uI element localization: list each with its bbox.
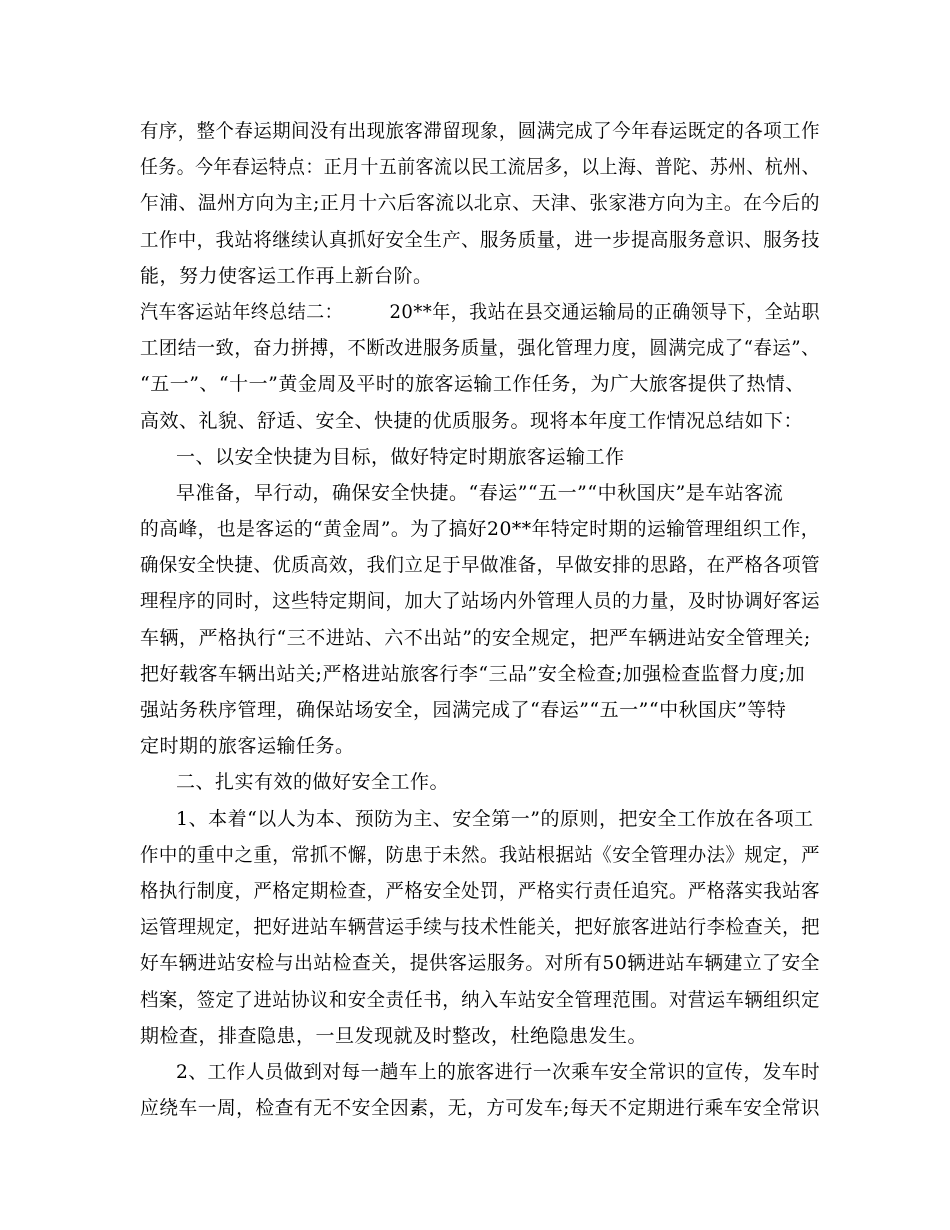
text-line: 汽车客运站年终总结二： 20**年，我站在县交通运输局的正确领导下，全站职 [140,300,820,323]
text-line: 档案，签定了进站协议和安全责任书，纳入车站安全管理范围。对营运车辆组织定 [140,988,820,1011]
text-line: 有序，整个春运期间没有出现旅客滞留现象，圆满完成了今年春运既定的各项工作 [140,120,820,142]
text-line: 一、以安全快捷为目标，做好特定时期旅客运输工作 [176,445,625,468]
text-line: 工团结一致，奋力拼搏，不断改进服务质量，强化管理力度，圆满完成了“春运”、 [140,337,821,360]
text-line: 期检查，排查隐患，一旦发现就及时整改，杜绝隐患发生。 [140,1024,648,1047]
text-line: “五一”、“十一”黄金周及平时的旅客运输工作任务，为广大旅客提供了热情、 [140,373,805,396]
text-line: 任务。今年春运特点：正月十五前客流以民工流居多，以上海、普陀、苏州、杭州、 [140,156,821,179]
text-line: 早准备，早行动，确保安全快捷。“春运”“五一”“中秋国庆”是车站客流 [176,481,784,504]
text-line: 二、扎实有效的做好安全工作。 [176,771,450,794]
text-line: 应绕车一周，检查有无不安全因素，无，方可发车;每天不定期进行乘车安全常识 [140,1097,821,1120]
text-line: 2、工作人员做到对每一趟车上的旅客进行一次乘车安全常识的宣传，发车时 [176,1060,821,1083]
text-line: 工作中，我站将继续认真抓好安全生产、服务质量，进一步提高服务意识、服务技 [140,228,820,251]
text-line: 格执行制度，严格定期检查，严格安全处罚，严格实行责任追究。严格落实我站客 [140,879,820,902]
text-line: 车辆，严格执行“三不进站、六不出站”的安全规定，把严车辆进站安全管理关; [140,626,811,649]
text-line: 定时期的旅客运输任务。 [140,735,355,758]
text-line: 乍浦、温州方向为主;正月十六后客流以北京、天津、张家港方向为主。在今后的 [140,192,821,215]
document-body [140,113,820,1126]
text-line: 理程序的同时，这些特定期间，加大了站场内外管理人员的力量，及时协调好客运 [140,590,820,613]
text-line: 把好载客车辆出站关;严格进站旅客行李“三品”安全检查;加强检查监督力度;加 [140,662,806,685]
text-line: 1、本着“以人为本、预防为主、安全第一”的原则，把安全工作放在各项工 [176,807,814,830]
text-line: 确保安全快捷、优质高效，我们立足于早做准备，早做安排的思路，在严格各项管 [140,554,820,577]
text-line: 高效、礼貌、舒适、安全、快捷的优质服务。现将本年度工作情况总结如下： [140,409,804,432]
text-line: 作中的重中之重，常抓不懈，防患于未然。我站根据站《安全管理办法》规定，严 [140,843,820,866]
text-line: 的高峰，也是客运的“黄金周”。为了搞好20**年特定时期的运输管理组织工作， [140,518,821,541]
text-line: 强站务秩序管理，确保站场安全，园满完成了“春运”“五一”“中秋国庆”等特 [140,699,787,721]
text-line: 能，努力使客运工作再上新台阶。 [140,264,433,287]
text-line: 运管理规定，把好进站车辆营运手续与技术性能关，把好旅客进站行李检查关，把 [140,916,820,939]
text-line: 好车辆进站安检与出站检查关，提供客运服务。对所有50辆进站车辆建立了安全 [140,952,820,975]
